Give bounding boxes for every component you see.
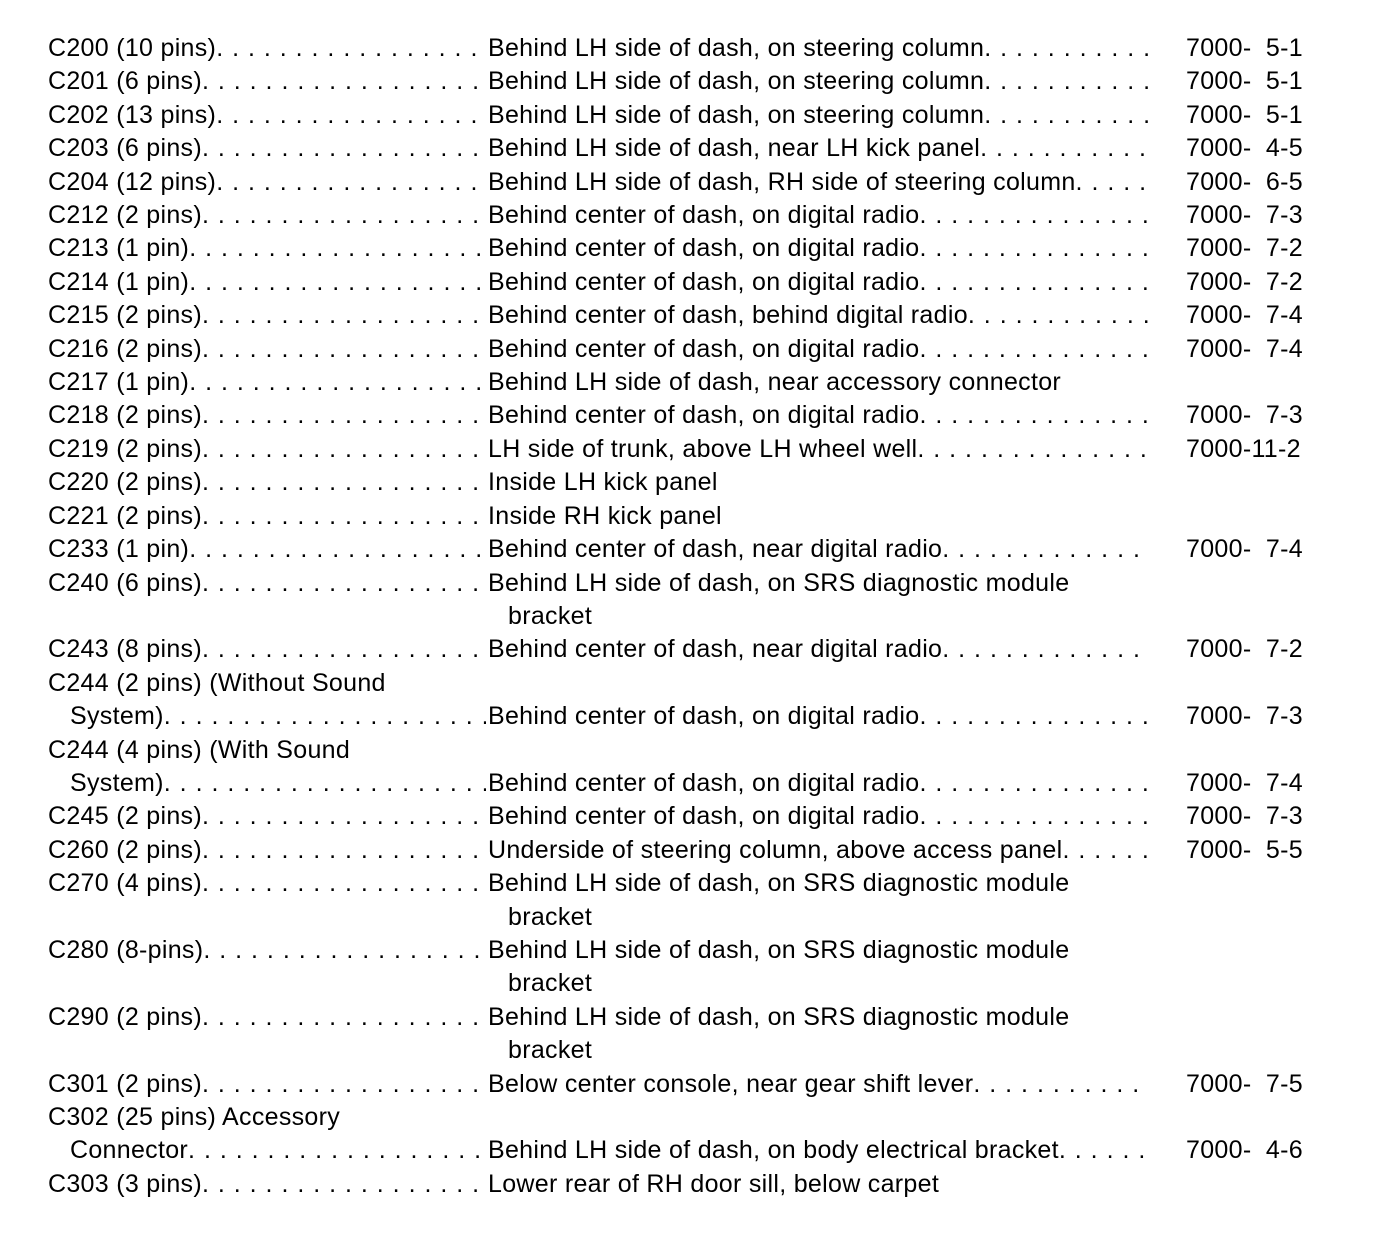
connector-location-table	[48, 32, 1344, 1201]
location-cell	[488, 734, 1150, 801]
connector-cell	[48, 299, 486, 332]
location-text: Behind center of dash, on digital radio	[488, 234, 920, 263]
location-cell	[488, 533, 1150, 566]
table-row	[48, 834, 1344, 867]
dot-leader	[216, 166, 486, 199]
page-reference: 7000- 6-5	[1186, 167, 1303, 196]
location-cell	[488, 1101, 1150, 1168]
location-text: Behind LH side of dash, on steering column	[488, 34, 985, 62]
dot-leader	[942, 633, 1150, 666]
connector-name: C270 (4 pins)	[48, 869, 202, 898]
table-row	[48, 633, 1344, 666]
connector-cell	[48, 800, 486, 833]
table-row	[48, 199, 1344, 232]
connector-name-continued: System)	[70, 702, 164, 731]
connector-name: C220 (2 pins)	[48, 468, 202, 497]
location-cell	[488, 266, 1150, 299]
location-text: Behind center of dash, on digital radio	[488, 401, 920, 430]
location-text: Behind LH side of dash, on body electrical bracket	[488, 1136, 1059, 1165]
dot-leader	[202, 633, 486, 666]
page-reference: 7000- 5-5	[1186, 835, 1303, 864]
dot-leader	[919, 399, 1150, 432]
location-cell	[488, 132, 1150, 165]
location-cell	[488, 1001, 1133, 1068]
dot-leader	[164, 767, 486, 800]
location-cell	[488, 166, 1150, 199]
table-row	[48, 1001, 1344, 1068]
connector-name: C245 (2 pins)	[48, 802, 202, 831]
location-cell	[488, 633, 1150, 666]
table-row	[48, 934, 1344, 1001]
dot-leader	[164, 700, 486, 733]
dot-leader	[1059, 1134, 1150, 1167]
location-text: Behind LH side of dash, on SRS diagnostic module	[488, 1002, 1070, 1031]
location-text: Behind LH side of dash, on SRS diagnostic module	[488, 568, 1070, 597]
table-row	[48, 466, 1344, 499]
connector-cell	[48, 65, 486, 98]
page-reference: 7000- 7-4	[1186, 334, 1303, 363]
connector-cell	[48, 333, 486, 366]
reference-cell	[1186, 333, 1344, 366]
table-row	[48, 232, 1344, 265]
location-text: Behind center of dash, near digital radio	[488, 535, 943, 564]
dot-leader	[203, 934, 486, 967]
location-cell	[488, 32, 1150, 65]
connector-cell	[48, 399, 486, 432]
dot-leader	[188, 1134, 486, 1167]
page-reference: 7000- 7-4	[1186, 301, 1303, 330]
connector-cell	[48, 734, 486, 801]
connector-cell	[48, 99, 486, 132]
dot-leader	[202, 433, 486, 466]
dot-leader	[919, 266, 1150, 299]
table-row	[48, 266, 1344, 299]
location-cell	[488, 199, 1150, 232]
connector-name: C212 (2 pins)	[48, 201, 202, 230]
location-cell	[488, 1168, 1133, 1201]
dot-leader	[202, 1001, 486, 1034]
dot-leader	[919, 767, 1150, 800]
location-cell	[488, 99, 1150, 132]
table-row	[48, 533, 1344, 566]
table-row	[48, 734, 1344, 801]
reference-cell	[1186, 65, 1344, 98]
dot-leader	[202, 567, 486, 600]
connector-name: C202 (13 pins)	[48, 100, 217, 129]
reference-cell	[1186, 266, 1344, 299]
location-text: Inside RH kick panel	[488, 501, 722, 530]
reference-cell	[1186, 299, 1344, 332]
dot-leader	[984, 65, 1150, 98]
location-cell	[488, 567, 1133, 634]
reference-cell	[1186, 1101, 1344, 1168]
dot-leader	[202, 867, 486, 900]
page-reference: 7000- 5-1	[1186, 34, 1303, 62]
connector-name: C280 (8-pins)	[48, 935, 204, 964]
connector-cell	[48, 934, 486, 967]
dot-leader	[202, 466, 486, 499]
location-cell	[488, 232, 1150, 265]
location-text: Behind center of dash, on digital radio	[488, 702, 920, 731]
connector-name: C301 (2 pins)	[48, 1069, 202, 1098]
dot-leader	[968, 299, 1150, 332]
connector-cell	[48, 500, 486, 533]
connector-name: C204 (12 pins)	[48, 167, 217, 196]
location-text-continued: bracket	[508, 902, 593, 931]
location-text: Below center console, near gear shift lever	[488, 1069, 974, 1098]
connector-cell	[48, 32, 486, 65]
page-reference: 7000-11-2	[1186, 434, 1301, 463]
table-row	[48, 500, 1344, 533]
location-cell	[488, 65, 1150, 98]
reference-cell	[1186, 533, 1344, 566]
connector-name: C216 (2 pins)	[48, 334, 202, 363]
reference-cell	[1186, 834, 1344, 867]
location-cell	[488, 333, 1150, 366]
page-reference: 7000- 7-2	[1186, 635, 1303, 664]
connector-cell	[48, 166, 486, 199]
connector-name-continued: Connector	[70, 1136, 189, 1165]
dot-leader	[216, 99, 486, 132]
table-row	[48, 433, 1344, 466]
dot-leader	[919, 800, 1150, 833]
reference-cell	[1186, 433, 1344, 466]
dot-leader	[984, 99, 1150, 132]
connector-name: C219 (2 pins)	[48, 434, 202, 463]
reference-cell	[1186, 633, 1344, 666]
table-row	[48, 299, 1344, 332]
connector-name: C290 (2 pins)	[48, 1002, 202, 1031]
location-cell	[488, 299, 1150, 332]
table-row	[48, 32, 1344, 65]
connector-name: C201 (6 pins)	[48, 67, 202, 96]
table-row	[48, 567, 1344, 634]
dot-leader	[189, 266, 486, 299]
table-row	[48, 99, 1344, 132]
connector-name: C244 (2 pins) (Without Sound	[48, 668, 386, 697]
dot-leader	[202, 1068, 486, 1101]
connector-cell	[48, 567, 486, 600]
page-reference: 7000- 7-4	[1186, 535, 1303, 564]
connector-cell	[48, 1001, 486, 1034]
location-text: LH side of trunk, above LH wheel well	[488, 434, 918, 463]
reference-cell	[1186, 1068, 1344, 1101]
location-text-continued: bracket	[508, 601, 593, 630]
page-reference: 7000- 7-5	[1186, 1069, 1303, 1098]
connector-cell	[48, 533, 486, 566]
page-reference: 7000- 7-3	[1186, 802, 1303, 831]
dot-leader	[202, 299, 486, 332]
page-reference: 7000- 5-1	[1186, 67, 1303, 96]
dot-leader	[202, 199, 486, 232]
location-text-continued: bracket	[508, 969, 593, 998]
table-row	[48, 166, 1344, 199]
reference-cell	[1186, 800, 1344, 833]
location-cell	[488, 800, 1150, 833]
dot-leader	[202, 1168, 486, 1201]
connector-cell	[48, 867, 486, 900]
location-text: Inside LH kick panel	[488, 468, 718, 497]
reference-cell	[1186, 232, 1344, 265]
dot-leader	[202, 65, 486, 98]
connector-cell	[48, 1168, 486, 1201]
dot-leader	[919, 232, 1150, 265]
page-reference: 7000- 5-1	[1186, 100, 1303, 129]
connector-name: C214 (1 pin)	[48, 267, 190, 296]
dot-leader	[919, 333, 1150, 366]
connector-name: C260 (2 pins)	[48, 835, 202, 864]
location-text: Behind center of dash, on digital radio	[488, 201, 920, 230]
location-text: Behind center of dash, on digital radio	[488, 768, 920, 797]
table-row	[48, 667, 1344, 734]
location-text: Behind LH side of dash, RH side of steering column	[488, 167, 1076, 196]
dot-leader	[973, 1068, 1150, 1101]
connector-cell	[48, 667, 486, 734]
connector-name: C213 (1 pin)	[48, 234, 190, 263]
dot-leader	[942, 533, 1150, 566]
connector-name: C302 (25 pins) Accessory	[48, 1103, 341, 1131]
location-text: Lower rear of RH door sill, below carpet	[488, 1169, 940, 1198]
dot-leader	[919, 199, 1150, 232]
table-row	[48, 366, 1344, 399]
table-row	[48, 132, 1344, 165]
dot-leader	[202, 132, 486, 165]
connector-name: C221 (2 pins)	[48, 501, 202, 530]
location-text: Behind center of dash, behind digital radio	[488, 301, 968, 330]
connector-name: C200 (10 pins)	[48, 34, 217, 62]
page-reference: 7000- 7-2	[1186, 234, 1303, 263]
connector-cell	[48, 834, 486, 867]
connector-cell	[48, 1068, 486, 1101]
connector-name: C217 (1 pin)	[48, 368, 190, 397]
connector-name: C233 (1 pin)	[48, 535, 190, 564]
location-cell	[488, 867, 1133, 934]
location-cell	[488, 399, 1150, 432]
location-text: Underside of steering column, above access panel	[488, 835, 1063, 864]
location-text: Behind center of dash, on digital radio	[488, 267, 920, 296]
location-text: Behind LH side of dash, on steering column	[488, 67, 985, 96]
location-text: Behind LH side of dash, on SRS diagnostic module	[488, 869, 1070, 898]
table-row	[48, 1168, 1344, 1201]
reference-cell	[1186, 399, 1344, 432]
page-reference: 7000- 4-5	[1186, 134, 1303, 163]
dot-leader	[980, 132, 1150, 165]
reference-cell	[1186, 734, 1344, 801]
connector-name: C243 (8 pins)	[48, 635, 202, 664]
location-cell	[488, 466, 1133, 499]
location-text: Behind LH side of dash, near LH kick panel	[488, 134, 981, 163]
dot-leader	[189, 232, 486, 265]
connector-cell	[48, 366, 486, 399]
connector-name: C218 (2 pins)	[48, 401, 202, 430]
dot-leader	[919, 700, 1150, 733]
location-cell	[488, 433, 1150, 466]
location-text: Behind center of dash, near digital radio	[488, 635, 943, 664]
connector-name: C244 (4 pins) (With Sound	[48, 735, 351, 764]
page-reference: 7000- 7-2	[1186, 267, 1303, 296]
connector-name: C303 (3 pins)	[48, 1169, 202, 1198]
reference-cell	[1186, 166, 1344, 199]
dot-leader	[984, 32, 1150, 65]
location-text: Behind LH side of dash, near accessory connector	[488, 368, 1062, 397]
page-reference: 7000- 7-4	[1186, 768, 1303, 797]
location-cell	[488, 1068, 1150, 1101]
reference-cell	[1186, 667, 1344, 734]
location-cell	[488, 500, 1133, 533]
connector-name: C203 (6 pins)	[48, 134, 202, 163]
location-text: Behind LH side of dash, on steering column	[488, 100, 985, 129]
location-cell	[488, 834, 1150, 867]
dot-leader	[202, 399, 486, 432]
reference-cell	[1186, 132, 1344, 165]
dot-leader	[202, 800, 486, 833]
table-row	[48, 333, 1344, 366]
table-row	[48, 867, 1344, 934]
page-reference: 7000- 7-3	[1186, 201, 1303, 230]
table-row	[48, 800, 1344, 833]
location-cell	[488, 667, 1150, 734]
dot-leader	[1076, 166, 1150, 199]
page-reference: 7000- 4-6	[1186, 1136, 1303, 1165]
connector-cell	[48, 1101, 486, 1168]
dot-leader	[202, 333, 486, 366]
location-text: Behind center of dash, on digital radio	[488, 334, 920, 363]
dot-leader	[202, 834, 486, 867]
table-row	[48, 65, 1344, 98]
connector-name: C215 (2 pins)	[48, 301, 202, 330]
dot-leader	[189, 366, 486, 399]
table-row	[48, 1101, 1344, 1168]
connector-cell	[48, 633, 486, 666]
page-reference: 7000- 7-3	[1186, 702, 1303, 731]
dot-leader	[1062, 834, 1150, 867]
table-row	[48, 1068, 1344, 1101]
dot-leader	[917, 433, 1150, 466]
connector-cell	[48, 266, 486, 299]
connector-name: C240 (6 pins)	[48, 568, 202, 597]
connector-cell	[48, 466, 486, 499]
table-row	[48, 399, 1344, 432]
dot-leader	[216, 32, 486, 65]
connector-name-continued: System)	[70, 768, 164, 797]
location-text-continued: bracket	[508, 1036, 593, 1065]
location-text: Behind LH side of dash, on SRS diagnostic module	[488, 935, 1070, 964]
dot-leader	[202, 500, 486, 533]
location-cell	[488, 934, 1133, 1001]
dot-leader	[189, 533, 486, 566]
location-cell	[488, 366, 1133, 399]
page-reference: 7000- 7-3	[1186, 401, 1303, 430]
connector-cell	[48, 132, 486, 165]
connector-cell	[48, 199, 486, 232]
reference-cell	[1186, 199, 1344, 232]
connector-cell	[48, 433, 486, 466]
reference-cell	[1186, 32, 1344, 65]
reference-cell	[1186, 99, 1344, 132]
connector-cell	[48, 232, 486, 265]
location-text: Behind center of dash, on digital radio	[488, 802, 920, 831]
